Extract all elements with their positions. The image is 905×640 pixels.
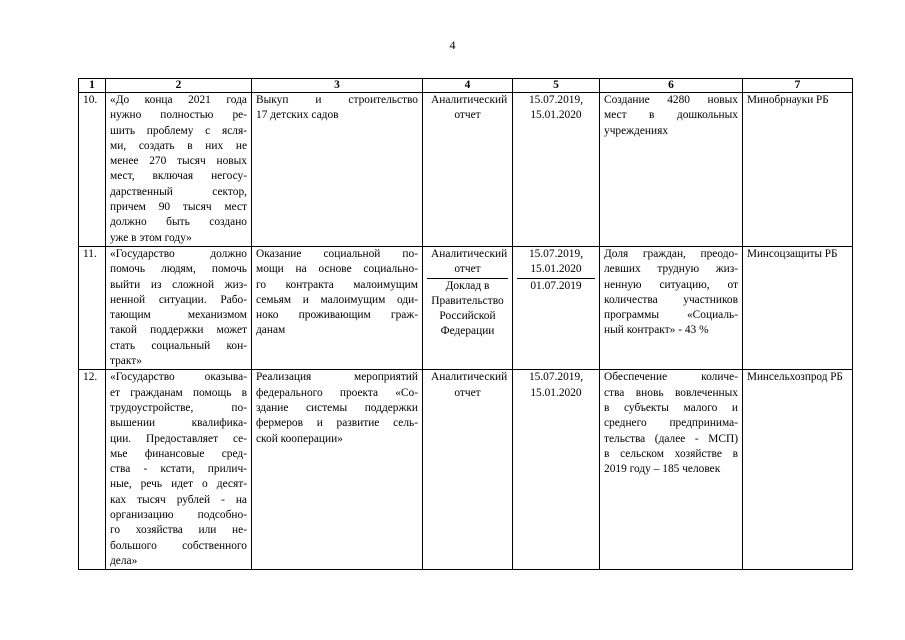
- indicator-line: Создание 4280 новых: [604, 94, 738, 106]
- measure-cell: [252, 246, 423, 369]
- row-number-cell: 10.: [79, 93, 106, 247]
- deadline-cell: [513, 370, 600, 570]
- quote-line: ства - кстати, прилич-: [110, 463, 247, 476]
- measure-line: Оказание социальной по-: [256, 247, 418, 260]
- report-form-text: Аналитический отчет: [431, 247, 508, 276]
- column-header: 2: [106, 79, 252, 93]
- report-form-text: Доклад в Правительство Российской Федерации: [427, 278, 508, 340]
- quote-line: стать социальный кон-: [110, 339, 247, 352]
- measure-line: го контракта малоимущим: [256, 278, 418, 291]
- measure-line: Реализация мероприятий: [256, 371, 418, 384]
- indicator-line: среднего предпринима-: [604, 417, 738, 430]
- indicator-line: ный контракт» - 43 %: [604, 324, 709, 337]
- indicator-line: учреждениях: [604, 124, 669, 137]
- indicator-line: тельства (далее - МСП): [604, 432, 738, 445]
- deadline-text: 01.07.2019: [517, 278, 595, 294]
- column-header: 3: [252, 79, 423, 93]
- measure-cell: [252, 370, 423, 570]
- quote-line: дела»: [110, 554, 138, 567]
- measure-line: семьям и малоимущим оди-: [256, 293, 418, 306]
- quote-line: организацию подсобно-: [110, 509, 247, 522]
- deadline-text: 15.07.2019, 15.01.2020: [528, 371, 584, 399]
- page-number: 4: [449, 38, 456, 52]
- quote-line: ные, речь идет о десят-: [110, 478, 247, 491]
- report-form-cell: [423, 93, 513, 247]
- table-row: [79, 370, 853, 570]
- quote-line: помочь людям, помочь: [110, 263, 247, 276]
- quote-cell: [106, 93, 252, 247]
- measure-line: федерального проекта «Со-: [256, 386, 418, 399]
- table-row: [79, 246, 853, 369]
- quote-cell: [106, 370, 252, 570]
- quote-line: го хозяйства или не-: [110, 524, 247, 537]
- indicator-line: Обеспечение количе-: [604, 371, 738, 384]
- responsible-org-cell: Минсоцзащиты РБ: [743, 246, 853, 369]
- quote-line: «Государство должно: [110, 247, 247, 260]
- measure-line: Выкуп и строительство: [256, 94, 418, 106]
- quote-line: тающим механизмом: [110, 309, 247, 322]
- column-header: 4: [423, 79, 513, 93]
- row-number-cell: 12.: [79, 370, 106, 570]
- column-header: 7: [743, 79, 853, 93]
- measure-line: ской кооперации»: [256, 432, 343, 445]
- quote-line: ет гражданам помощь в: [110, 386, 247, 399]
- quote-line: «До конца 2021 года: [110, 94, 247, 106]
- report-form-cell: [423, 370, 513, 570]
- quote-line: шить проблему с ясля-: [110, 124, 247, 137]
- report-form-text: Аналитический отчет: [431, 94, 508, 122]
- quote-line: тракт»: [110, 355, 142, 368]
- column-header: 5: [513, 79, 600, 93]
- responsible-org-cell: Минсельхозпрод РБ: [743, 370, 853, 570]
- table-row: [79, 93, 853, 247]
- indicator-cell: [600, 93, 743, 247]
- quote-line: большого собственного: [110, 539, 247, 552]
- indicator-line: 2019 году – 185 человек: [604, 463, 721, 476]
- indicator-line: в субъекты малого и: [604, 401, 738, 414]
- indicator-line: ненную ситуацию, от: [604, 278, 738, 291]
- quote-line: ненной ситуации. Рабо-: [110, 293, 247, 306]
- indicator-line: левших трудную жиз-: [604, 263, 738, 276]
- indicator-cell: [600, 246, 743, 369]
- indicator-line: программы «Социаль-: [604, 309, 738, 322]
- quote-line: нужно полностью ре-: [110, 109, 247, 122]
- indicator-line: мест в дошкольных: [604, 109, 738, 122]
- indicator-line: Доля граждан, преодо-: [604, 247, 738, 260]
- deadline-text: 15.07.2019, 15.01.2020: [528, 94, 584, 122]
- quote-line: вышении квалифика-: [110, 417, 247, 430]
- deadline-text: 15.07.2019, 15.01.2020: [528, 247, 584, 276]
- measure-line: данам: [256, 324, 286, 337]
- measure-line: фермеров и развитие сель-: [256, 417, 418, 430]
- quote-line: должно быть создано: [110, 216, 247, 229]
- quote-line: дарственный сектор,: [110, 185, 247, 198]
- indicator-cell: [600, 370, 743, 570]
- measure-line: здание системы поддержки: [256, 401, 418, 414]
- quote-line: ках тысяч рублей - на: [110, 493, 247, 506]
- measures-table: [78, 78, 853, 570]
- measure-line: 17 детских садов: [256, 109, 339, 122]
- quote-line: мье финансовые сред-: [110, 447, 247, 460]
- indicator-line: в сельском хозяйстве в: [604, 447, 738, 460]
- quote-cell: [106, 246, 252, 369]
- quote-line: ми, создать в них не: [110, 139, 247, 152]
- quote-line: трудоустройстве, по-: [110, 401, 247, 414]
- row-number-cell: 11.: [79, 246, 106, 369]
- quote-line: менее 270 тысяч новых: [110, 155, 247, 168]
- quote-line: мест, включая негосу-: [110, 170, 247, 183]
- deadline-cell: [513, 246, 600, 369]
- column-number-row: [79, 79, 853, 93]
- measure-line: мощи на основе социально-: [256, 263, 418, 276]
- responsible-org-cell: Минобрнауки РБ: [743, 93, 853, 247]
- indicator-line: количества участников: [604, 293, 738, 306]
- quote-line: причем 90 тысяч мест: [110, 201, 247, 214]
- quote-line: уже в этом году»: [110, 231, 192, 244]
- quote-line: ции. Предоставляет се-: [110, 432, 247, 445]
- report-form-text: Аналитический отчет: [431, 371, 508, 399]
- measure-cell: [252, 93, 423, 247]
- column-header: 1: [79, 79, 106, 93]
- report-form-cell: [423, 246, 513, 369]
- quote-line: такой поддержки может: [110, 324, 247, 337]
- measure-line: ноко проживающим граж-: [256, 309, 418, 322]
- column-header: 6: [600, 79, 743, 93]
- quote-line: выйти из сложной жиз-: [110, 278, 247, 291]
- indicator-line: ства вновь вовлеченных: [604, 386, 738, 399]
- quote-line: «Государство оказыва-: [110, 371, 247, 384]
- deadline-cell: [513, 93, 600, 247]
